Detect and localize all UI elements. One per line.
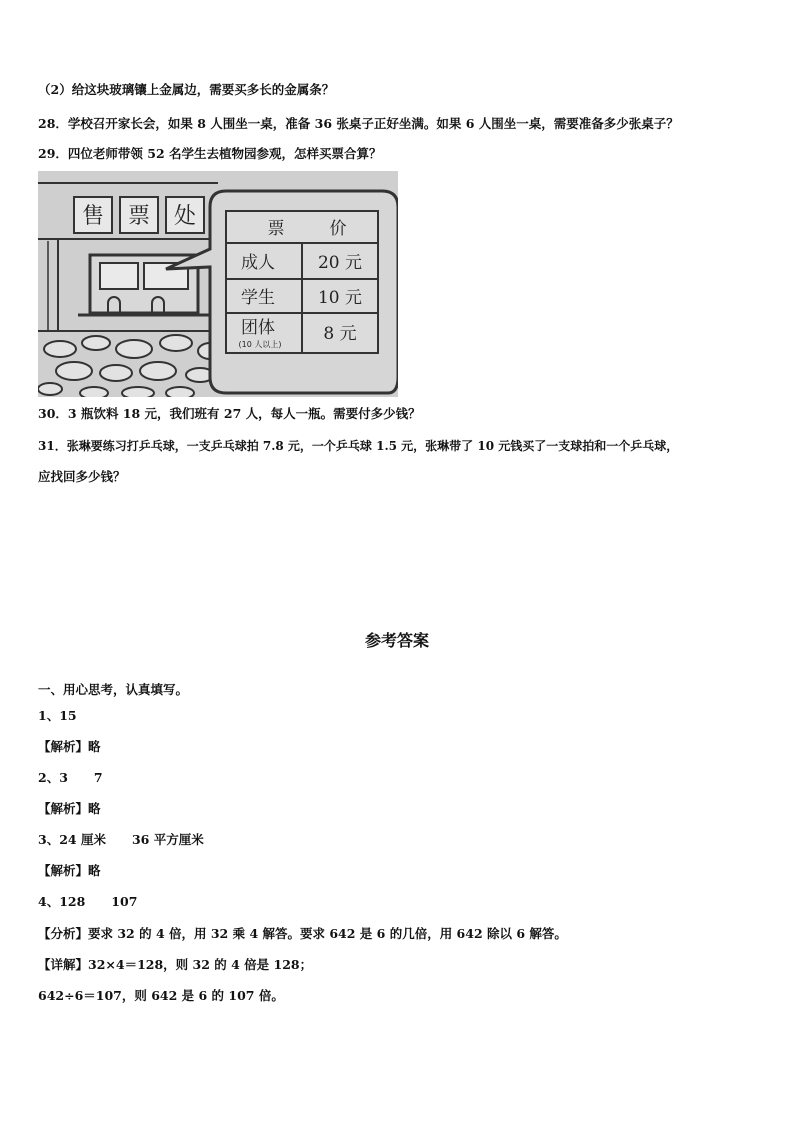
analysis-3: 【解析】略 — [38, 863, 101, 878]
row-type-group: 团体 — [241, 318, 275, 338]
sign-char-2: 票 — [127, 204, 151, 229]
answer-4-first: 4、128 — [38, 894, 86, 909]
sign-char-1: 售 — [81, 204, 105, 229]
analysis-1: 【解析】略 — [38, 739, 101, 754]
row-price-group: 8 元 — [323, 324, 357, 344]
answer-4 — [38, 894, 137, 910]
row-note-group: (10 人以上) — [238, 340, 282, 349]
answer-1: 1、15 — [38, 708, 77, 723]
answers-title: 参考答案 — [364, 631, 429, 650]
q27-part2: （2）给这块玻璃镶上金属边，需要买多长的金属条？ — [38, 82, 335, 97]
ticket-booth-illustration — [38, 171, 398, 397]
table-header-left: 票 — [267, 219, 285, 239]
answer-3-first: 3、24 厘米 — [38, 832, 106, 847]
q31-line1: 31．张琳要练习打乒乓球，一支乒乓球拍 7.8 元，一个乒乓球 1.5 元，张琳带了 10 元钱买了一支球拍和一个乒乓球， — [38, 439, 679, 453]
ticket-price-figure — [38, 171, 398, 397]
q31-line2: 应找回多少钱？ — [38, 469, 126, 484]
row-price-student: 10 元 — [317, 288, 363, 308]
answer-4-second: 107 — [111, 894, 138, 909]
q29: 29．四位老师带领 52 名学生去植物园参观，怎样买票合算？ — [38, 146, 382, 161]
answer-2-second: 7 — [93, 770, 103, 785]
detail-4-line2: 642÷6＝107，则 642 是 6 的 107 倍。 — [38, 988, 284, 1003]
sign-char-3: 处 — [173, 204, 197, 229]
row-type-adult: 成人 — [241, 253, 275, 273]
answer-2-first: 2、3 — [38, 770, 68, 785]
analysis-4: 【分析】要求 32 的 4 倍，用 32 乘 4 解答。要求 642 是 6 的几倍，用 642 除以 6 解答。 — [38, 926, 567, 941]
analysis-2: 【解析】略 — [38, 801, 101, 816]
section-1-heading: 一、用心思考，认真填写。 — [38, 682, 189, 697]
answer-2 — [38, 770, 103, 786]
table-header-right: 价 — [329, 219, 347, 239]
answer-3 — [38, 832, 204, 848]
row-price-adult: 20 元 — [317, 253, 363, 273]
detail-4-line1: 【详解】32×4＝128，则 32 的 4 倍是 128； — [38, 957, 313, 972]
answer-3-second: 36 平方厘米 — [131, 832, 204, 847]
row-type-student: 学生 — [241, 288, 275, 308]
q30: 30．3 瓶饮料 18 元，我们班有 27 人，每人一瓶。需要付多少钱？ — [38, 406, 421, 421]
q28: 28．学校召开家长会，如果 8 人围坐一桌，准备 36 张桌子正好坐满。如果 6 人围坐一桌，需要准备多少张桌子？ — [38, 116, 679, 131]
